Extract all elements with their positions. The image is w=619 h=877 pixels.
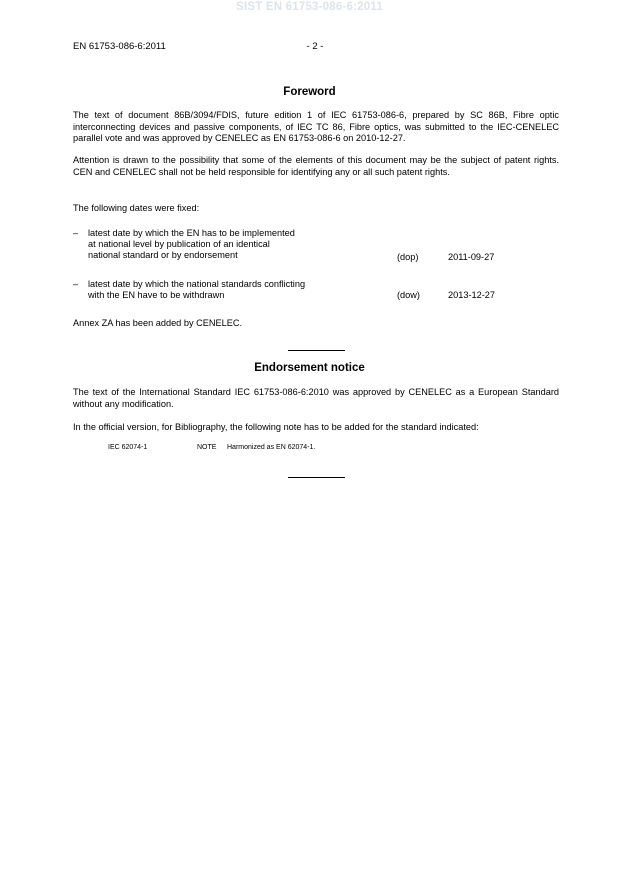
page-number: - 2 -	[306, 41, 324, 52]
date-item-description	[88, 228, 388, 261]
section-divider	[288, 350, 345, 351]
foreword-paragraph-4: Annex ZA has been added by CENELEC.	[73, 318, 243, 328]
document-id: EN 61753-086-6:2011	[73, 41, 166, 52]
foreword-paragraph-3: The following dates were fixed:	[73, 203, 200, 213]
date-item-line: latest date by which the EN has to be implemented	[88, 228, 295, 238]
date-value-dow: 2013-12-27	[448, 290, 495, 300]
note-reference: IEC 62074-1	[108, 444, 148, 451]
date-item-line: national standard or by endorsement	[88, 250, 238, 260]
date-item-line: with the EN have to be withdrawn	[88, 290, 225, 300]
note-text: Harmonized as EN 62074-1.	[227, 444, 316, 451]
list-dash: –	[73, 279, 79, 289]
endorsement-title: Endorsement notice	[254, 362, 365, 374]
endorsement-paragraph-1: The text of the International Standard IEC 61753-086-6:2010 was approved by CENELEC as a European Standard without any modification.	[73, 387, 559, 409]
endorsement-paragraph-2: In the official version, for Bibliography, the following note has to be added for the standard indicated:	[73, 422, 479, 432]
foreword-paragraph-2: Attention is drawn to the possibility that some of the elements of this document may be the subject of patent rights. CEN and CENELEC shall not be held responsible for identifying any or all such patent rights.	[73, 155, 559, 177]
date-item-line: at national level by publication of an identical	[88, 239, 270, 249]
watermark: SIST EN 61753-086-6:2011	[236, 1, 383, 13]
date-item-line: latest date by which the national standards conflicting	[88, 279, 306, 289]
list-dash: –	[73, 228, 79, 238]
date-item-description	[88, 279, 388, 301]
foreword-paragraph-1: The text of document 86B/3094/FDIS, future edition 1 of IEC 61753-086-6, prepared by SC 86B, Fibre optic interconnecting devices and passive components, of IEC TC 86, Fibre optics, was submitted to the IEC-CENELEC parallel vote and was approved by CENELEC as EN 61753-086-6 on 2010-12-27.	[73, 110, 559, 143]
note-label: NOTE	[197, 444, 217, 451]
date-abbreviation-dow: (dow)	[397, 290, 420, 300]
section-divider	[288, 477, 345, 478]
date-abbreviation-dop: (dop)	[397, 252, 419, 262]
foreword-title: Foreword	[283, 86, 336, 98]
date-value-dop: 2011-09-27	[448, 252, 495, 262]
